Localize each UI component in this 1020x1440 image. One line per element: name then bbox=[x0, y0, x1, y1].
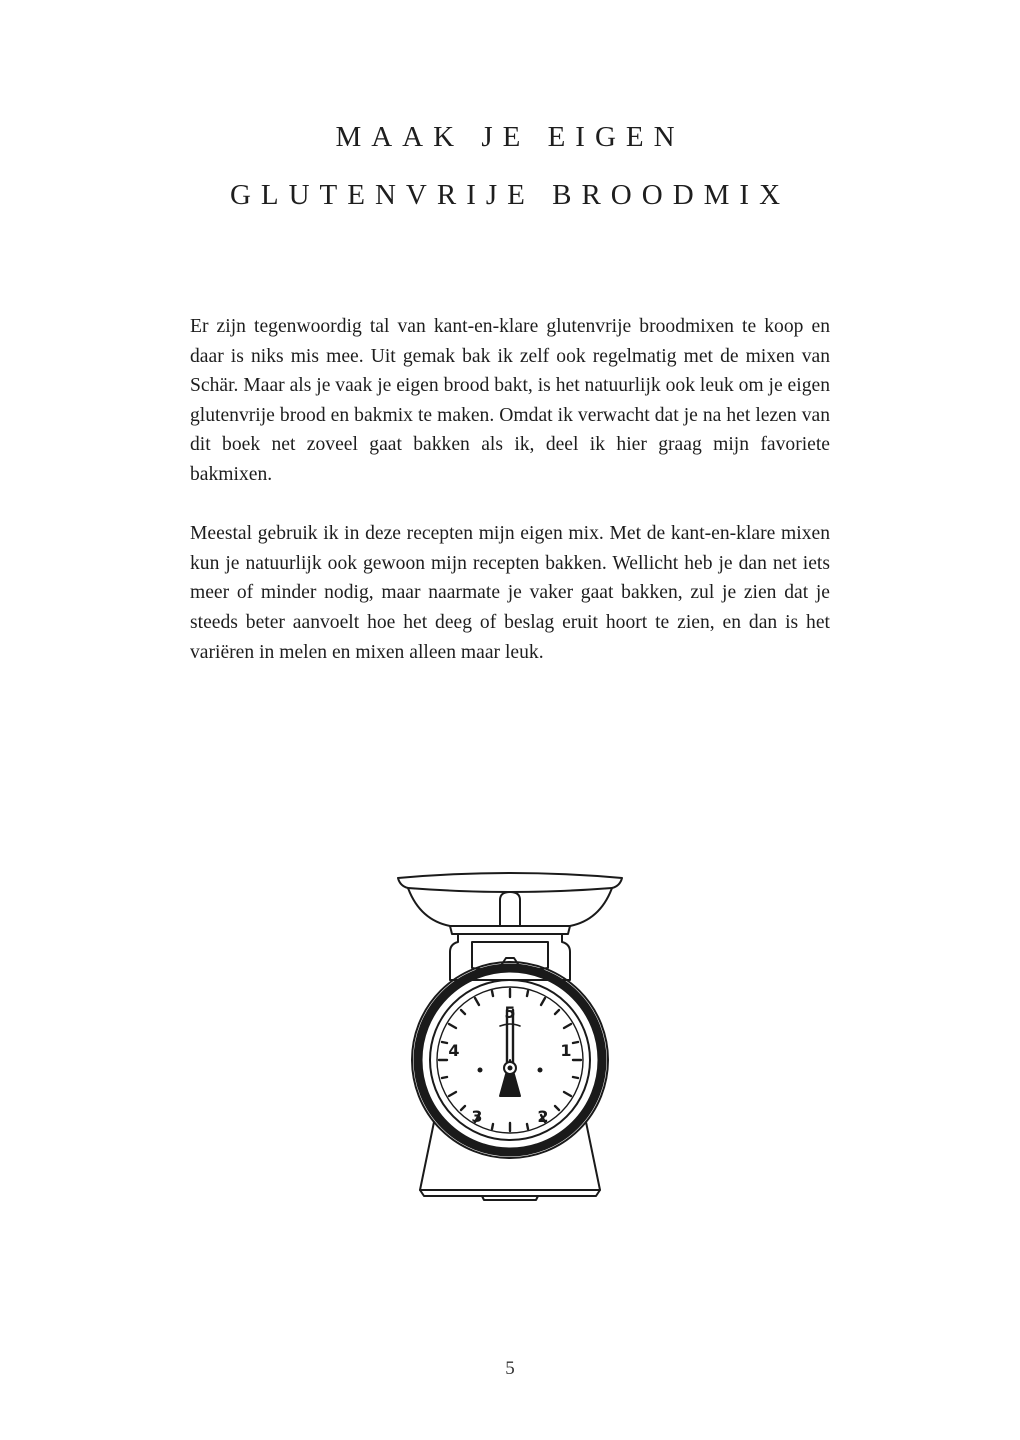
paragraph-2: Meestal gebruik ik in deze recepten mijn eigen mix. Met de kant-en-klare mixen kun je natuurlijk ook gewoon mijn recepten bakken. Wellicht heb je dan net iets meer of minder nodig, maar naarmate je vaker gaat bakken, zul je zien dat je steeds beter aanvoelt hoe het deeg of beslag eruit hoort te zien, en dan is het variëren in melen en mixen alleen maar leuk. bbox=[190, 523, 830, 663]
dial-number-2: 2 bbox=[537, 1107, 549, 1126]
page-number: 5 bbox=[505, 1358, 515, 1379]
paragraph-1: Er zijn tegenwoordig tal van kant-en-klare glutenvrije broodmixen te koop en daar is niks mis mee. Uit gemak bak ik zelf ook regelmatig met de mixen van Schär. Maar als je vaak je eigen brood bakt, is het natuurlijk ook leuk om je eigen glutenvrije brood en bakmix te maken. Omdat ik verwacht dat je na het lezen van dit boek net zoveel gaat bakken als ik, deel ik hier graag mijn favoriete bakmixen. bbox=[190, 316, 830, 485]
dial-number-4: 4 bbox=[448, 1041, 460, 1060]
dial-number-5: 5 bbox=[504, 1003, 516, 1022]
body-text bbox=[190, 312, 830, 697]
dial-number-3: 3 bbox=[471, 1107, 483, 1126]
chapter-title bbox=[0, 108, 1020, 224]
dial-number-1: 1 bbox=[560, 1041, 572, 1060]
chapter-title-line-2: GLUTENVRIJE BROODMIX bbox=[229, 179, 791, 211]
chapter-title-line-1: MAAK JE EIGEN bbox=[335, 121, 685, 153]
kitchen-scale-icon bbox=[390, 860, 630, 1205]
